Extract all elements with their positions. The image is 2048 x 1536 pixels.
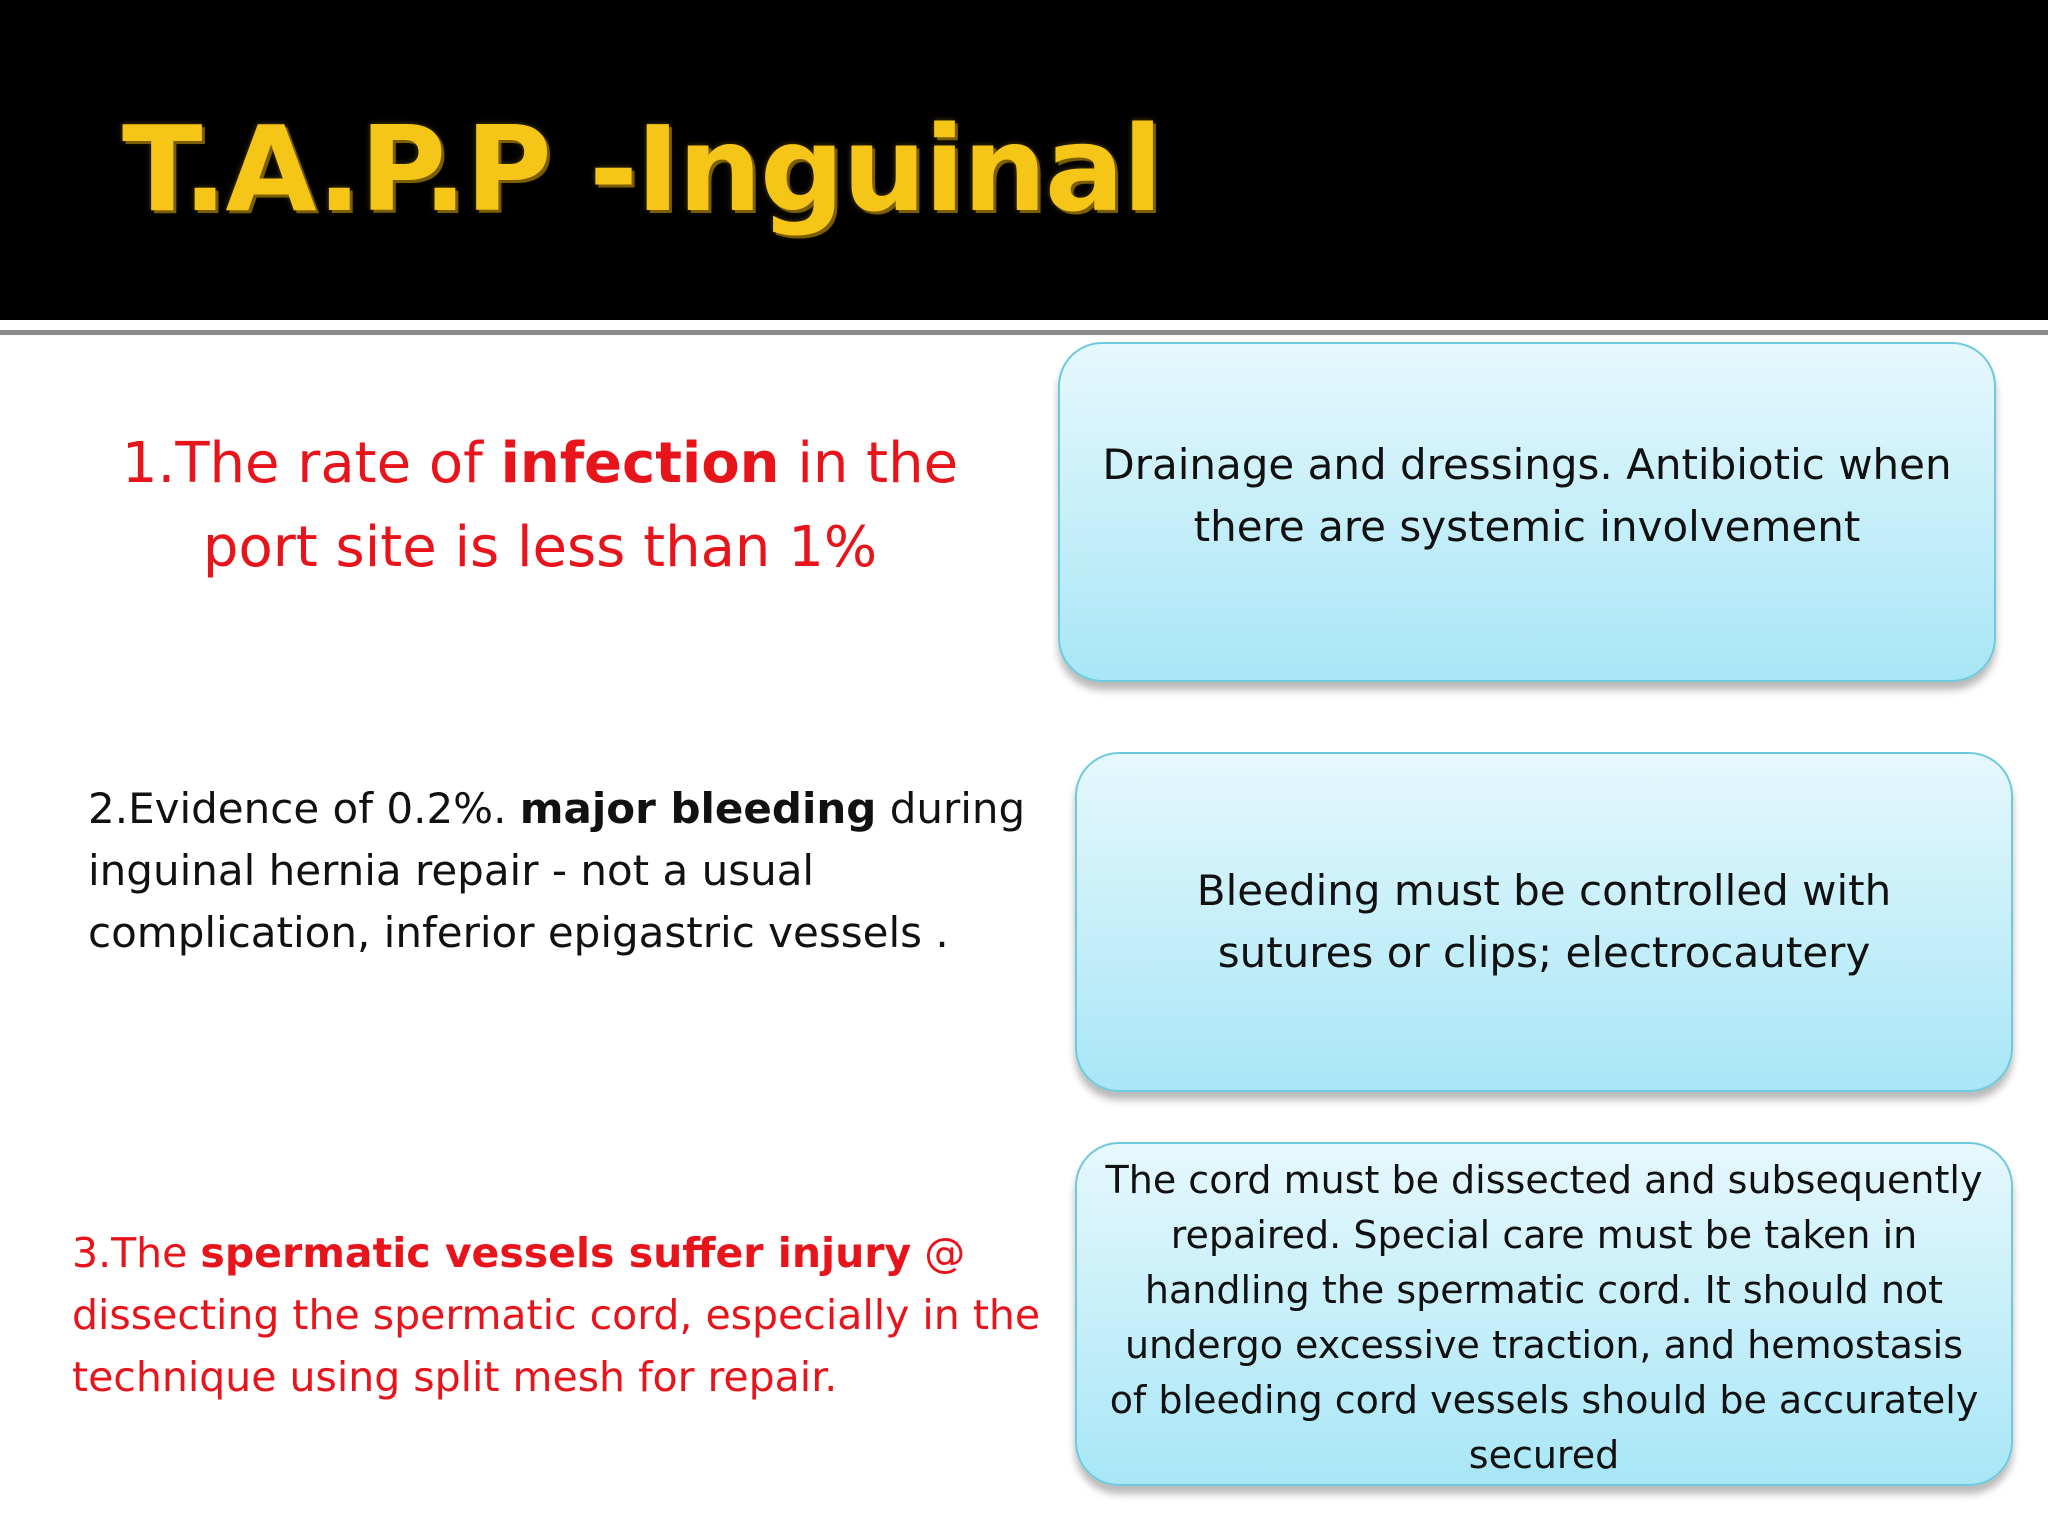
point-1-number: 1. [121, 431, 176, 496]
box-bleeding-management [1075, 752, 2013, 1092]
point-3-post: @ dissecting the spermatic cord, especially in the technique using split mesh for repair. [72, 1229, 1041, 1401]
title-divider [0, 330, 2048, 335]
point-1-post: in the port site is less than 1% [202, 431, 959, 580]
point-1-pre: The rate of [175, 431, 501, 496]
box-1-text: Drainage and dressings. Antibiotic when there are systemic involvement [1102, 440, 1952, 551]
point-2-pre: Evidence of 0.2%. [128, 784, 520, 833]
point-3-number: 3. [72, 1229, 112, 1277]
point-2-number: 2. [88, 784, 129, 833]
point-2-bleeding [88, 778, 1048, 964]
point-2-bold: major bleeding [519, 784, 877, 833]
box-infection-management [1058, 342, 1996, 682]
point-1-bold: infection [500, 431, 780, 496]
point-3-spermatic-injury [72, 1222, 1062, 1408]
point-1-infection [100, 422, 980, 590]
point-2-post: during inguinal hernia repair - not a usual complication, inferior epigastric vessels . [88, 784, 1026, 957]
title-bar [0, 0, 2048, 320]
point-3-bold: spermatic vessels suffer injury [200, 1229, 912, 1277]
box-3-text: The cord must be dissected and subsequently repaired. Special care must be taken in handling the spermatic cord. It should not undergo excessive traction, and hemostasis of bleeding cord vessels should be accurately secured [1105, 1158, 1983, 1477]
box-spermatic-cord-management [1075, 1142, 2013, 1486]
point-3-pre: The [111, 1229, 201, 1277]
slide-title: T.A.P.P -Inguinal [122, 100, 1161, 238]
box-2-text: Bleeding must be controlled with sutures or clips; electrocautery [1196, 866, 1892, 977]
